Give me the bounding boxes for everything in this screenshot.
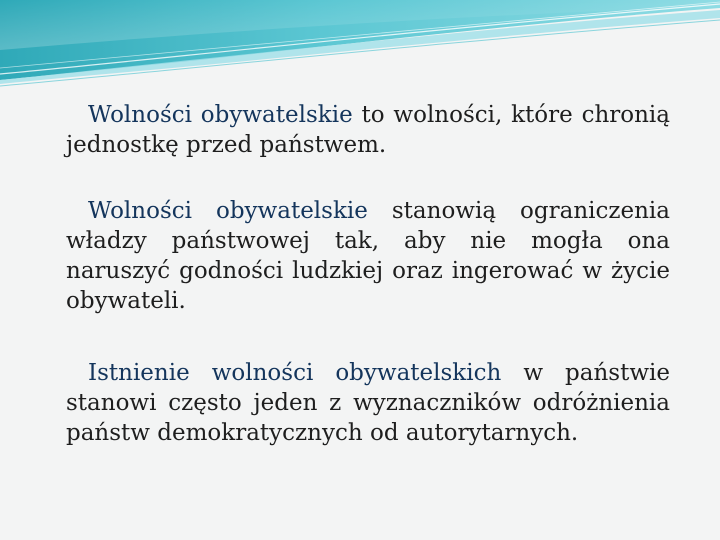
header-wave-decoration [0,0,720,90]
paragraph-2-text: stanowią ograniczenia władzy państwowej tak, aby nie mogła ona naruszyć godności ludzkiej oraz ingerować w życie obywateli. [66,198,670,314]
paragraph-1-lead: Wolności obywatelskie [88,102,353,128]
slide-content [66,100,670,484]
paragraph-2-lead: Wolności obywatelskie [88,198,368,224]
paragraph-1-text: to wolności, które chronią jednostkę przed państwem. [66,102,670,158]
paragraph-3-lead: Istnienie wolności obywatelskich [88,360,502,386]
paragraph-3-text: w państwie stanowi często jeden z wyznaczników odróżnienia państw demokratycznych od autorytarnych. [66,360,670,446]
paragraph-1 [66,100,670,160]
paragraph-3 [66,358,670,448]
paragraph-2 [66,196,670,316]
